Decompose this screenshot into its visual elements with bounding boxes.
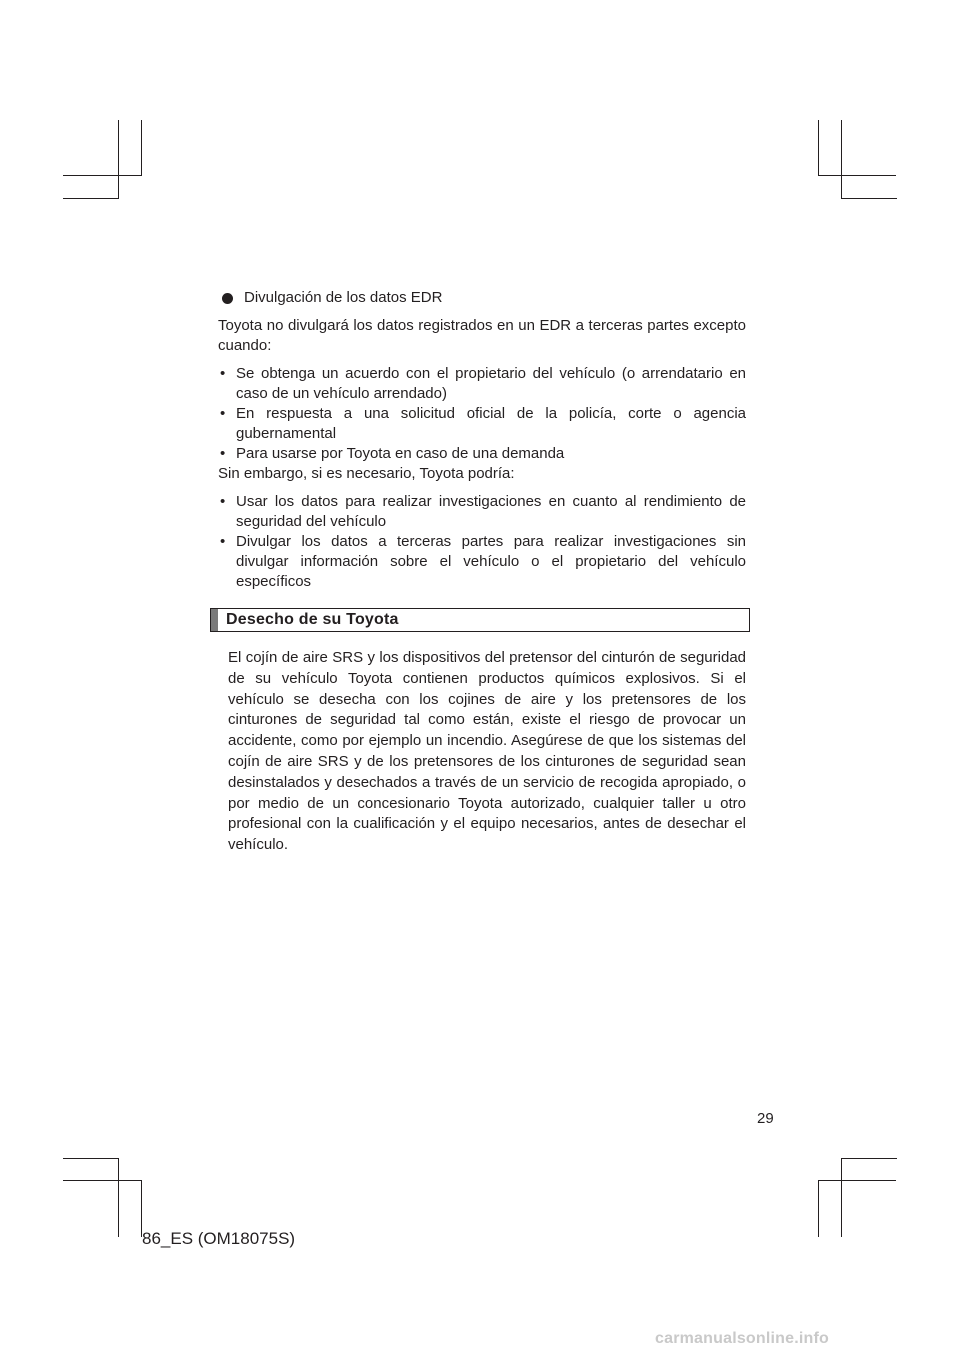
crop-mark	[63, 198, 119, 199]
section-title-bar	[210, 608, 750, 632]
section-title: Desecho de su Toyota	[226, 611, 399, 628]
edr-however: Sin embargo, si es necesario, Toyota podría:	[218, 465, 515, 482]
crop-mark	[818, 1180, 819, 1237]
crop-mark	[118, 1158, 119, 1237]
bullet-dot-icon	[222, 293, 233, 304]
crop-mark	[841, 198, 897, 199]
crop-mark	[818, 120, 819, 176]
crop-mark	[841, 120, 842, 199]
crop-mark	[63, 1158, 119, 1159]
crop-mark	[818, 1180, 896, 1181]
list-item: • Se obtenga un acuerdo con el propietario del vehículo (o arrendatario en caso de un vehículo arrendado)	[220, 365, 746, 402]
crop-mark	[118, 120, 119, 199]
may-do-list	[218, 492, 746, 592]
section-tab-marker	[211, 609, 218, 631]
crop-mark	[141, 120, 142, 176]
crop-mark	[818, 175, 896, 176]
list-item: • Para usarse por Toyota en caso de una demanda	[220, 445, 565, 462]
watermark: carmanualsonline.info	[655, 1330, 830, 1347]
edr-heading	[218, 288, 746, 308]
edr-disclosure-section	[218, 288, 746, 592]
document-code: 86_ES (OM18075S)	[142, 1229, 296, 1248]
list-item: • En respuesta a una solicitud oficial de la policía, corte o agencia gubernamental	[220, 405, 746, 442]
crop-mark	[63, 175, 141, 176]
crop-mark	[841, 1158, 842, 1237]
exceptions-list	[218, 364, 746, 464]
edr-intro: Toyota no divulgará los datos registrados en un EDR a terceras partes excepto cuando:	[218, 317, 746, 354]
disposal-paragraph: El cojín de aire SRS y los dispositivos del pretensor del cinturón de seguridad de su vehículo Toyota contienen productos químicos explosivos. Si el vehículo se desecha con los cojines de aire y los pretensores de los cinturones de seguridad tal como están, existe el riesgo de provocar un accidente, como por ejemplo un incendio. Asegúrese de que los sistemas del cojín de aire SRS y de los pretensores de los cinturones de seguridad sean desinstalados y desechados a través de un servicio de recogida apropiado, o por medio de un concesionario Toyota autorizado, cualquier taller u otro profesional con la cualificación y el equipo necesarios, antes de desechar el vehículo.	[228, 649, 746, 854]
edr-heading-text: Divulgación de los datos EDR	[244, 289, 443, 306]
crop-mark	[63, 1180, 141, 1181]
list-item: • Usar los datos para realizar investigaciones en cuanto al rendimiento de seguridad del vehículo	[220, 493, 746, 530]
list-item: • Divulgar los datos a terceras partes para realizar investigaciones sin divulgar información sobre el vehículo o el propietario del vehículo específicos	[220, 533, 746, 590]
crop-mark	[841, 1158, 897, 1159]
page-number: 29	[757, 1110, 774, 1127]
